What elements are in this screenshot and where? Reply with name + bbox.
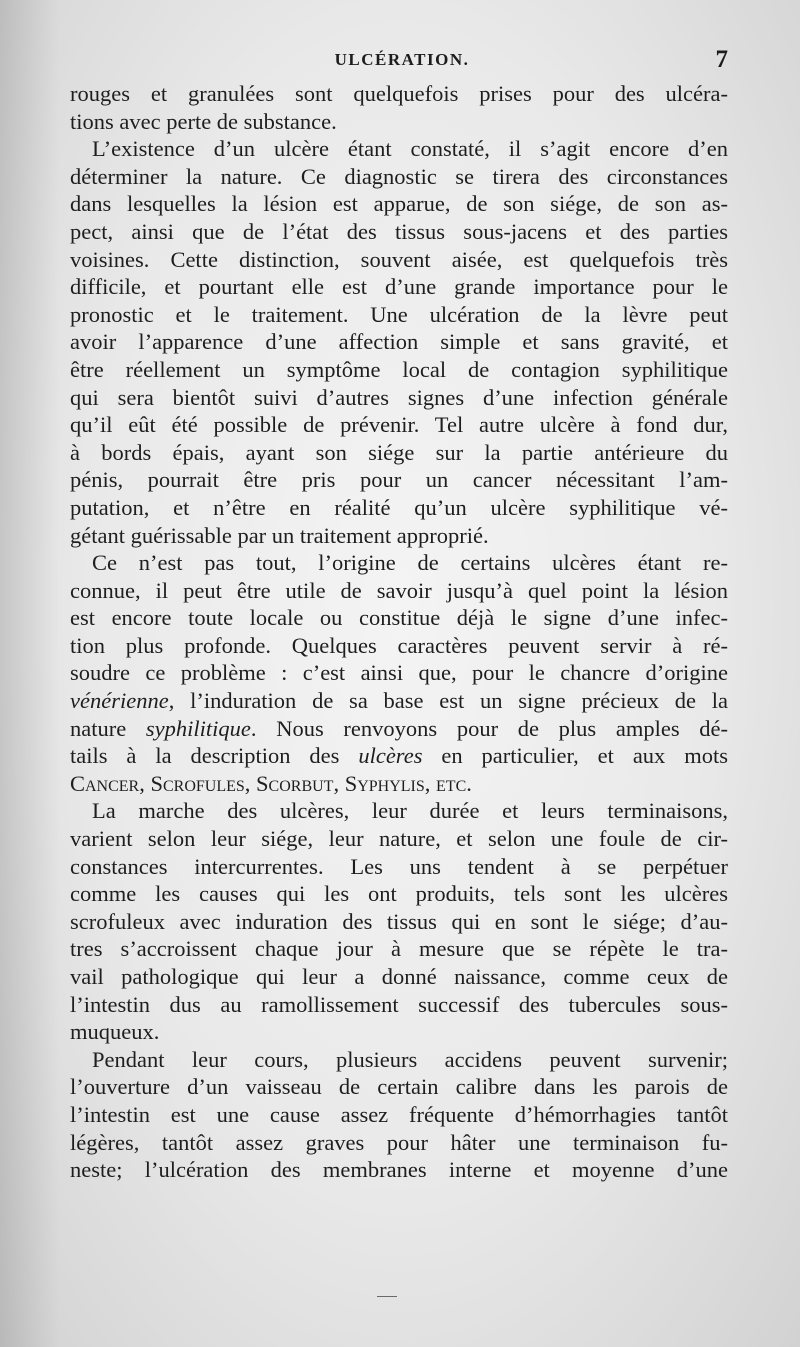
page-number: 7 (715, 46, 728, 73)
text-line: à bords épais, ayant son siége sur la partie antérieure du (70, 439, 728, 465)
text-line: gétant guérissable par un traitement approprié. (70, 522, 489, 548)
text-line: dans lesquelles la lésion est apparue, de son siége, de son as- (70, 191, 728, 217)
italic-term: syphilitique (145, 715, 251, 741)
text-line: pect, ainsi que de l’état des tissus sous-jacens et des parties (70, 218, 728, 244)
text-line: soudre ce problème : c’est ainsi que, pour le chancre d’origine (70, 660, 728, 686)
line-tail: . Nous renvoyons pour de plus amples dé- (250, 715, 728, 741)
page-header (70, 46, 728, 76)
italic-term: ulcères (358, 743, 423, 769)
text-line: tion plus profonde. Quelques caractères peuvent servir à ré- (70, 632, 728, 658)
text-line (70, 742, 728, 770)
text-line: avoir l’apparence d’une affection simple et sans gravité, et (70, 329, 728, 355)
text-line: comme les causes qui les ont produits, tels sont les ulcères (70, 881, 728, 907)
line-tail: en particulier, et aux mots (422, 743, 728, 769)
text-line: scrofuleux avec induration des tissus qui en sont le siége; d’au- (70, 908, 728, 934)
text-line: muqueux. (70, 1019, 160, 1045)
text-line: putation, et n’être en réalité qu’un ulcère syphilitique vé- (70, 494, 728, 520)
text-line: l’intestin dus au ramollissement successif des tubercules sous- (70, 991, 728, 1017)
text-line: être réellement un symptôme local de contagion syphilitique (70, 356, 728, 382)
text-line: voisines. Cette distinction, souvent aisée, est quelquefois très (70, 246, 728, 272)
text-line: pénis, pourrait être pris pour un cancer nécessitant l’am- (70, 467, 728, 493)
text-line: l’ouverture d’un vaisseau de certain calibre dans les parois de (70, 1074, 728, 1100)
text-line: vail pathologique qui leur a donné naissance, comme ceux de (70, 964, 728, 989)
running-head: ULCÉRATION. (334, 50, 470, 69)
text-line: tions avec perte de substance. (70, 108, 337, 134)
text-line: difficile, et pourtant elle est d’une grande importance pour le (70, 274, 728, 300)
text-line (70, 715, 728, 743)
text-line: constances intercurrentes. Les uns tendent à se perpétuer (70, 853, 728, 879)
gutter-shadow (0, 0, 60, 1347)
text-line (70, 687, 728, 715)
text-line: tres s’accroissent chaque jour à mesure que se répète le tra- (70, 936, 728, 962)
text-line: connue, il peut être utile de savoir jusqu’à quel point la lésion (70, 577, 728, 603)
text-line: Pendant leur cours, plusieurs accidens peuvent survenir; (92, 1046, 728, 1072)
text-line: L’existence d’un ulcère étant constaté, il s’agit encore d’en (92, 136, 728, 162)
text-line: légères, tantôt assez graves pour hâter une terminaison fu- (70, 1129, 728, 1155)
text-line: déterminer la nature. Ce diagnostic se tirera des circonstances (70, 163, 728, 189)
text-line: varient selon leur siége, leur nature, et selon une foule de cir- (70, 826, 728, 852)
text-line: Ce n’est pas tout, l’origine de certains ulcères étant re- (92, 550, 728, 576)
text-line: Cancer, Scrofules, Scorbut, Syphylis, etc. (70, 770, 472, 796)
text-line: qu’il eût été possible de prévenir. Tel autre ulcère à fond dur, (70, 412, 728, 438)
line-tail: , l’induration de sa base est un signe précieux de la (168, 688, 728, 714)
text-line: La marche des ulcères, leur durée et leurs terminaisons, (92, 798, 728, 824)
text-line: rouges et granulées sont quelquefois prises pour des ulcéra- (70, 81, 728, 106)
page-bottom-mark (377, 1296, 397, 1297)
text-line: est encore toute locale ou constitue déjà le signe d’une infec- (70, 605, 728, 631)
line-lead: tails à la description des (70, 743, 359, 769)
text-line: qui sera bientôt suivi d’autres signes d’une infection générale (70, 384, 728, 410)
line-lead: nature (70, 715, 146, 741)
italic-term: vénérienne (70, 688, 169, 714)
text-line: pronostic et le traitement. Une ulcération de la lèvre peut (70, 301, 728, 327)
body-text (70, 80, 728, 1184)
text-line: l’intestin est une cause assez fréquente d’hémorrhagies tantôt (70, 1101, 728, 1127)
text-line: neste; l’ulcération des membranes interne et moyenne d’une (70, 1157, 728, 1183)
